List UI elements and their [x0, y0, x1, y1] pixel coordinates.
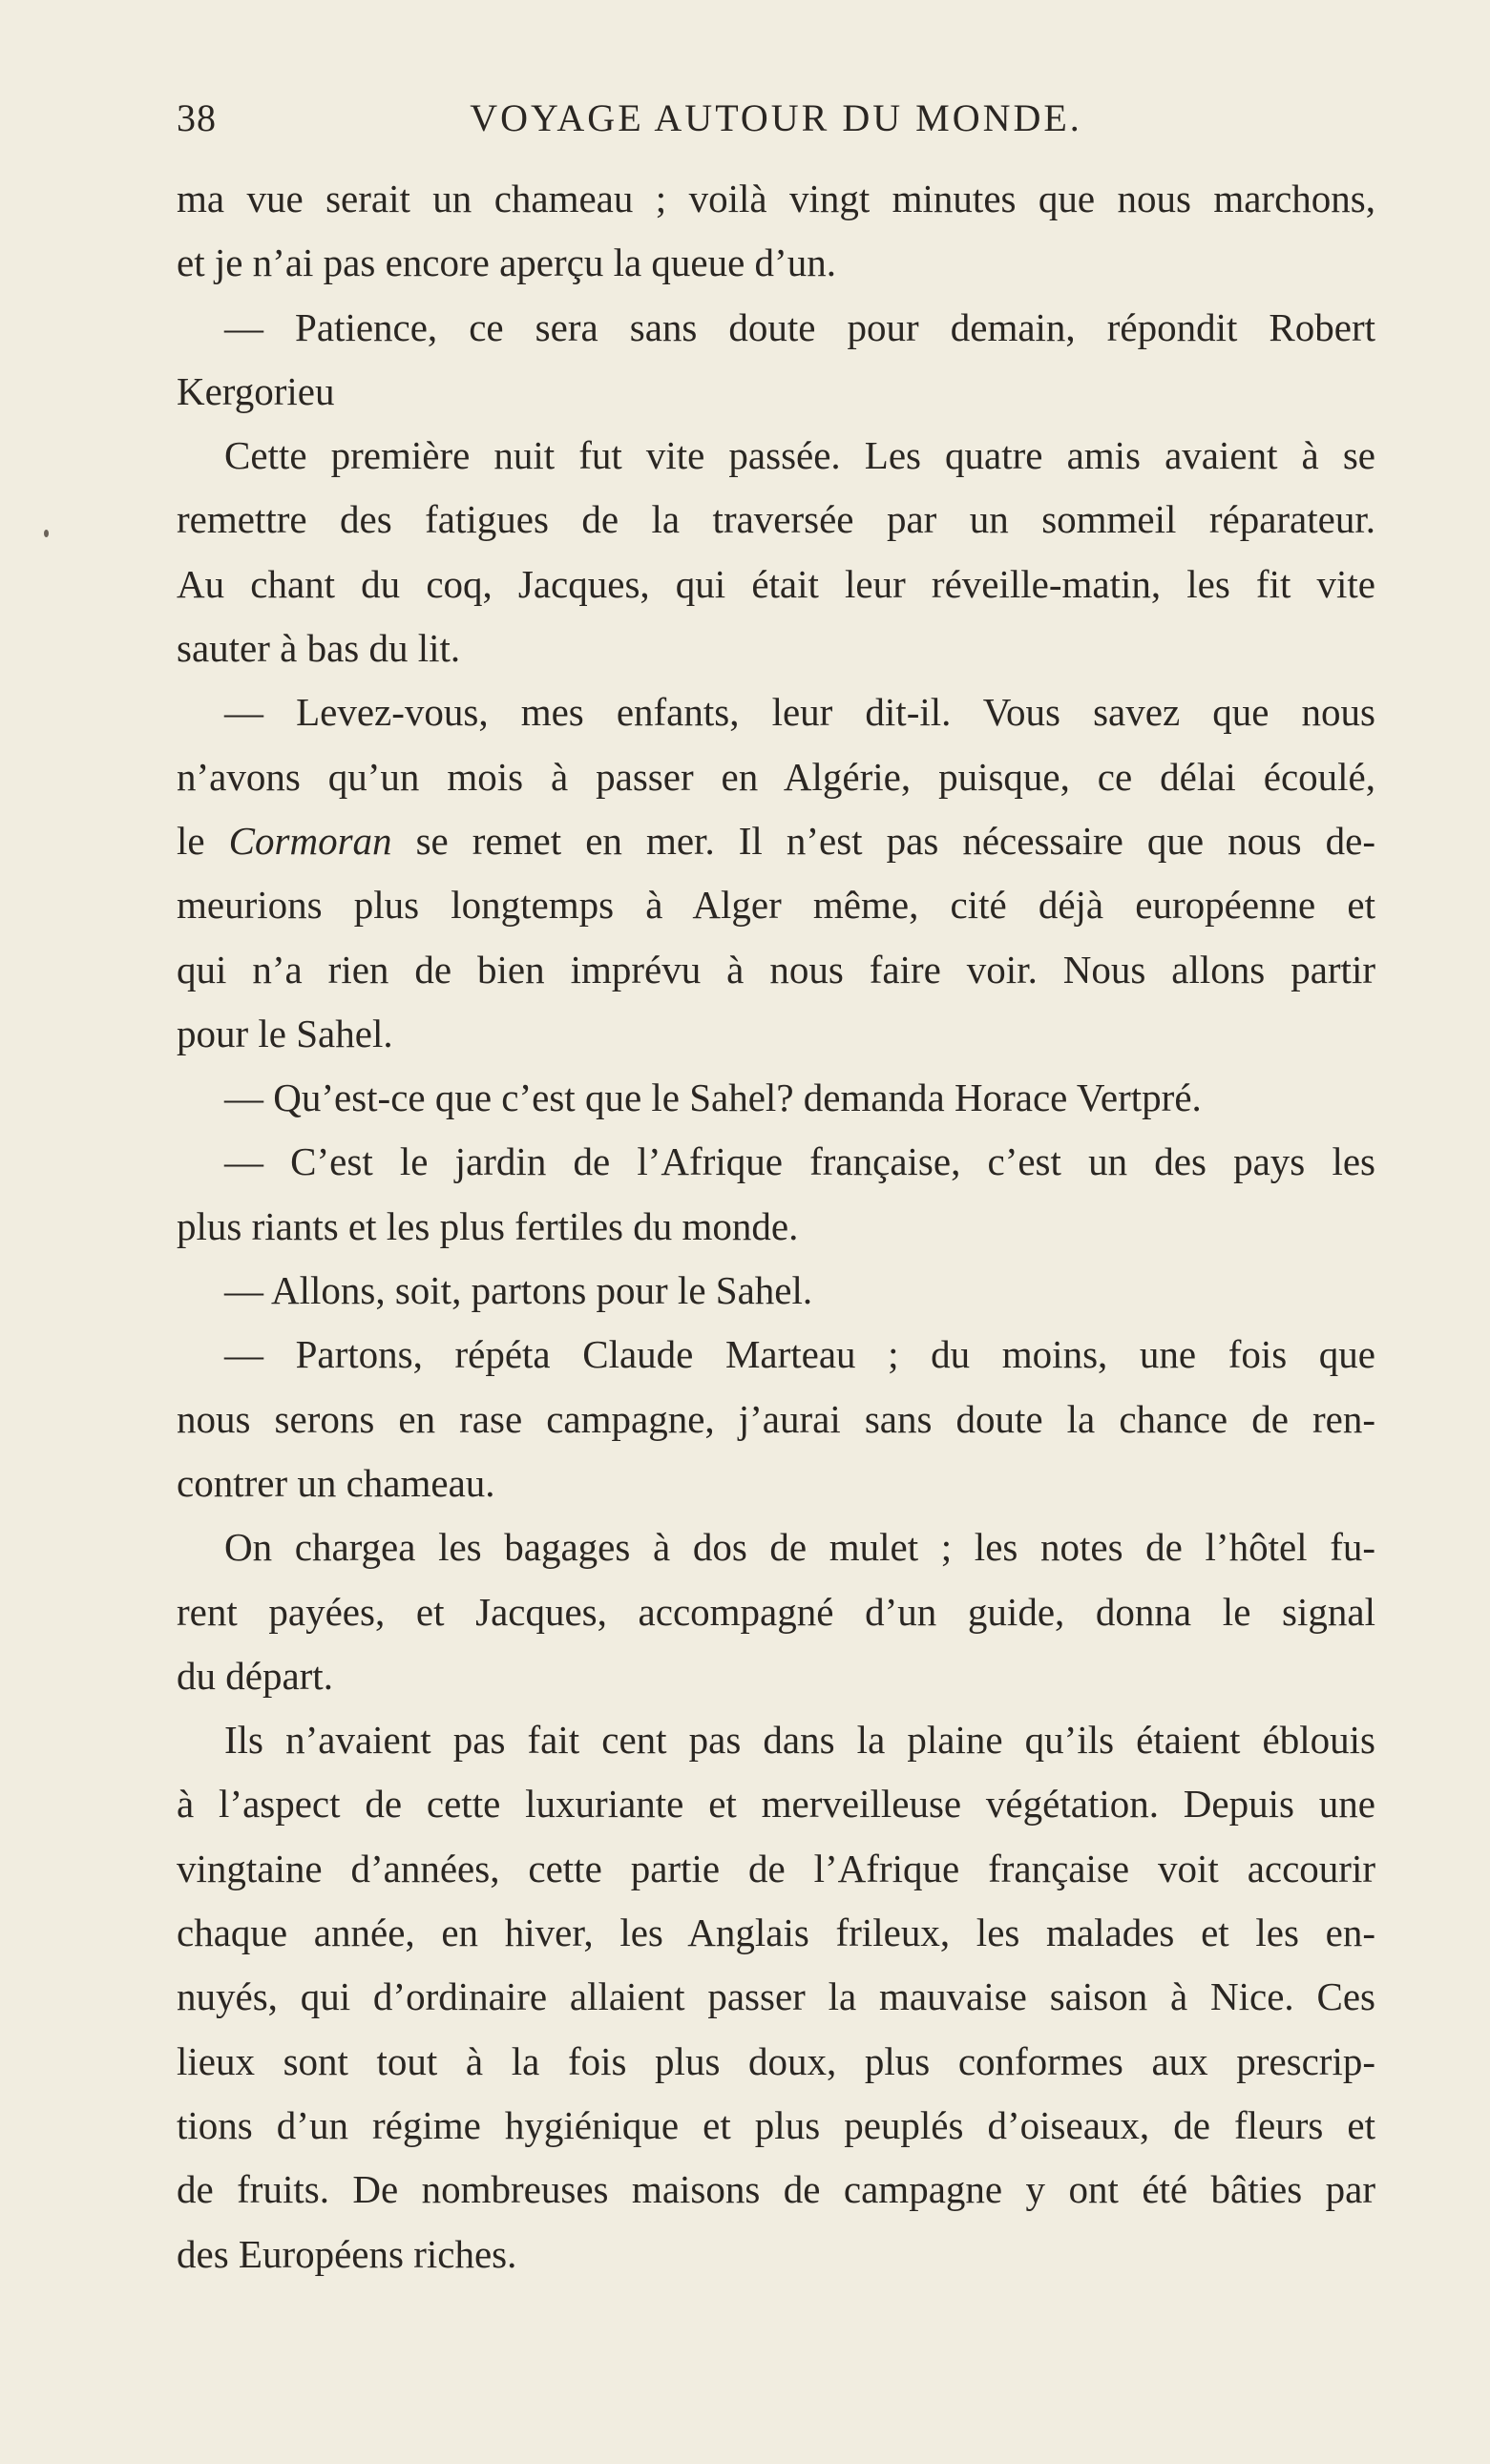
text-line: sauter à bas du lit. [177, 626, 461, 671]
running-title: VOYAGE AUTOUR DU MONDE. [470, 96, 1082, 139]
text-line: nous serons en rase campagne, j’aurai sans doute la chance de ren- [177, 1396, 1375, 1441]
text-line: n’avons qu’un mois à passer en Algérie, puisque, ce délai écoulé, [177, 754, 1375, 799]
text-line [177, 809, 1375, 873]
text-line: à l’aspect de cette luxuriante et merveilleuse végétation. Depuis une [177, 1782, 1375, 1827]
text-line: chaque année, en hiver, les Anglais frileux, les malades et les en- [177, 1911, 1375, 1955]
text-line: tions d’un régime hygiénique et plus peuplés d’oiseaux, de fleurs et [177, 2102, 1375, 2147]
page-header [177, 95, 1375, 153]
text-line: et je n’ai pas encore aperçu la queue d’un. [177, 240, 836, 285]
text-line: On chargea les bagages à dos de mulet ; les notes de l’hôtel fu- [224, 1525, 1375, 1570]
text-line: pour le Sahel. [177, 1011, 393, 1055]
text-segment: se remet en mer. Il n’est pas nécessaire que nous de- [391, 818, 1375, 863]
text-line: Ils n’avaient pas fait cent pas dans la plaine qu’ils étaient éblouis [224, 1718, 1375, 1763]
text-line: meurions plus longtemps à Alger même, cité déjà européenne et [177, 883, 1375, 928]
text-line: Cette première nuit fut vite passée. Les quatre amis avaient à se [224, 433, 1375, 478]
text-line: ma vue serait un chameau ; voilà vingt minutes que nous marchons, [177, 177, 1375, 220]
text-line: du départ. [177, 1653, 333, 1698]
text-line: contrer un chameau. [177, 1460, 495, 1505]
text-line: lieux sont tout à la fois plus doux, plus conformes aux prescrip- [177, 2038, 1375, 2083]
text-line: vingtaine d’années, cette partie de l’Afrique française voit accourir [177, 1846, 1375, 1890]
text-line: — Partons, répéta Claude Marteau ; du moins, une fois que [224, 1332, 1375, 1377]
text-line: — Patience, ce sera sans doute pour demain, répondit Robert [224, 304, 1375, 349]
ship-name: Cormoran [228, 818, 392, 863]
text-line: Kergorieu [177, 368, 335, 413]
text-line: — Qu’est-ce que c’est que le Sahel? demanda Horace Vertpré. [224, 1075, 1202, 1120]
text-line: plus riants et les plus fertiles du monde. [177, 1203, 799, 1248]
text-line: — Levez-vous, mes enfants, leur dit-il. Vous savez que nous [224, 690, 1375, 735]
text-line: qui n’a rien de bien imprévu à nous faire voir. Nous allons partir [177, 947, 1375, 992]
text-line: Au chant du coq, Jacques, qui était leur réveille-matin, les fit vite [177, 561, 1375, 606]
text-line: des Européens riches. [177, 2231, 517, 2276]
text-line: nuyés, qui d’ordinaire allaient passer la mauvaise saison à Nice. Ces [177, 1974, 1375, 2019]
text-line: — C’est le jardin de l’Afrique française, c’est un des pays les [224, 1139, 1375, 1184]
text-line: remettre des fatigues de la traversée par un sommeil réparateur. [177, 497, 1375, 542]
text-line: de fruits. De nombreuses maisons de campagne y ont été bâties par [177, 2167, 1375, 2212]
body-text [177, 167, 1375, 2287]
text-line: — Allons, soit, partons pour le Sahel. [224, 1268, 813, 1313]
page-number: 38 [177, 96, 217, 139]
margin-speck [44, 530, 49, 537]
text-line: rent payées, et Jacques, accompagné d’un guide, donna le signal [177, 1589, 1375, 1634]
text-segment: le [177, 818, 229, 863]
